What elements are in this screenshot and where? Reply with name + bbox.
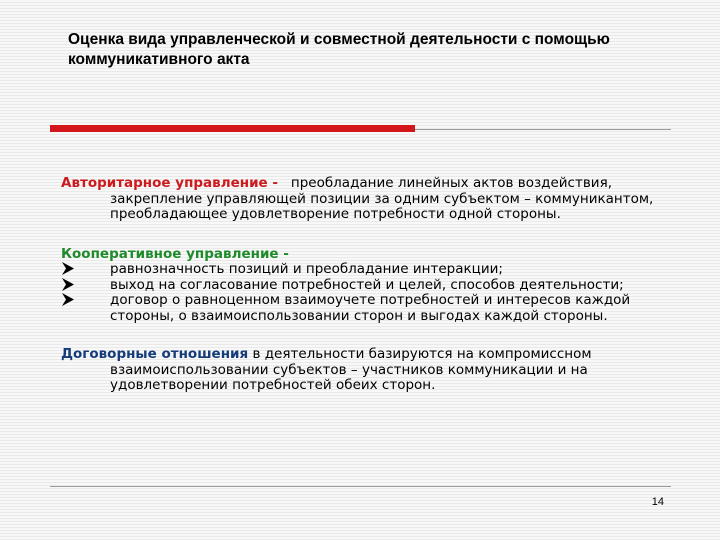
bottom-divider: [50, 486, 671, 487]
slide-title: Оценка вида управленческой и совместной деятельности с помощью коммуникативного акта: [68, 31, 610, 68]
cooperative-bullet-2: [61, 278, 681, 294]
authoritarian-heading: Авторитарное управление -: [61, 175, 279, 191]
accent-bar: [50, 125, 415, 132]
contract-text: в деятельности базируются на компромиссном взаимоиспользовании субъектов – участников коммуникации и на удовлетворении потребностей обеих сторон.: [110, 346, 592, 393]
authoritarian-text: преобладание линейных актов воздействия, закрепление управляющей позиции за одним субъектом – коммуникантом, преобладающее удовлетворение потребности одной стороны.: [110, 175, 654, 222]
cooperative-bullet-text: равнозначность позиций и преобладание интеракции;: [110, 261, 503, 277]
authoritarian-paragraph: [61, 176, 681, 223]
arrow-bullet-icon: [61, 277, 75, 292]
contract-paragraph: [61, 347, 681, 394]
page-number: 14: [651, 496, 664, 508]
cooperative-bullet-text: договор о равноценном взаимоучете потребностей и интересов каждой стороны, о взаимоиспользовании сторон и выгодах каждой стороны.: [110, 292, 631, 324]
arrow-bullet-icon: [61, 261, 75, 276]
arrow-bullet-icon: [61, 292, 75, 307]
cooperative-bullet-1: [61, 262, 681, 278]
cooperative-heading: Кооперативное управление -: [61, 245, 289, 262]
cooperative-bullet-3: [61, 293, 681, 324]
slide-body: [61, 176, 681, 394]
cooperative-bullet-text: выход на согласование потребностей и целей, способов деятельности;: [110, 276, 624, 293]
contract-heading: Договорные отношения: [61, 346, 249, 362]
cooperative-heading-line: [61, 247, 681, 263]
